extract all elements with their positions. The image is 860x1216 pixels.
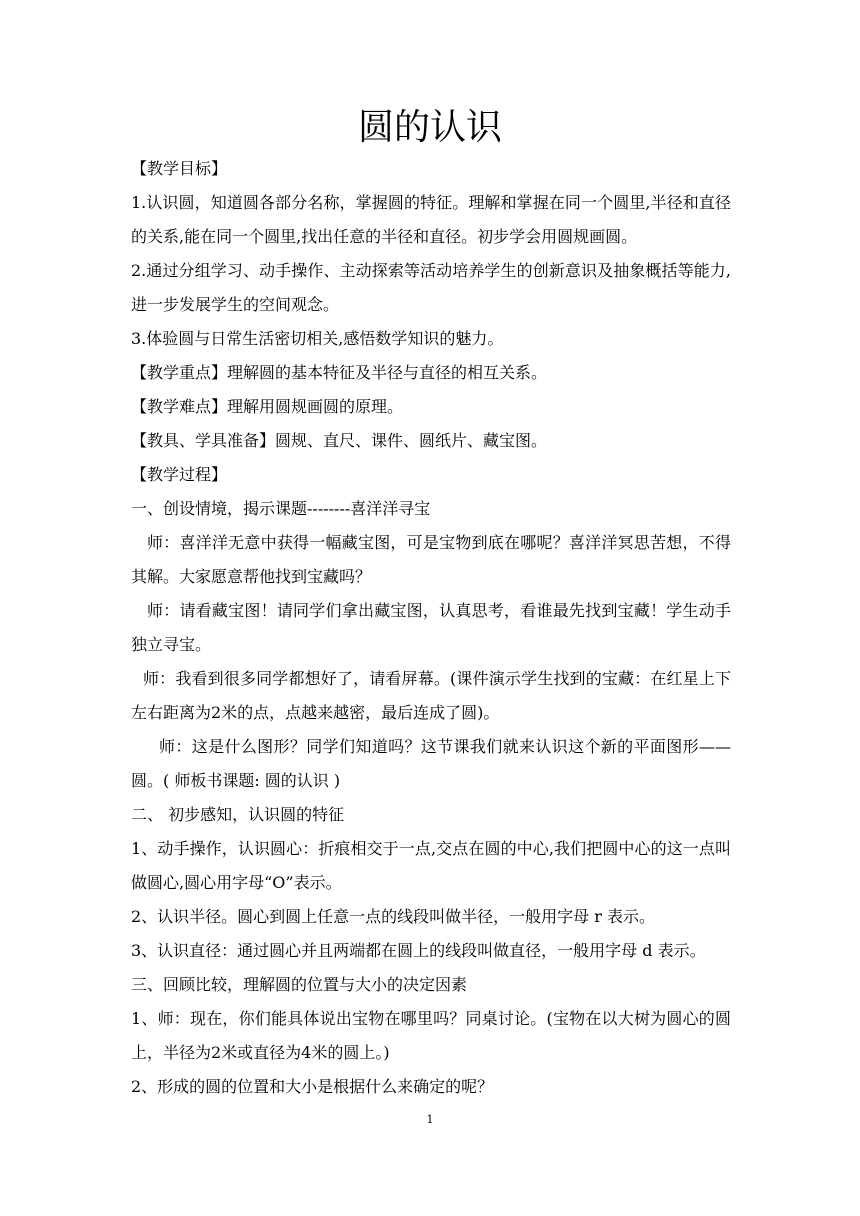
review-item-1: 1、师：现在，你们能具体说出宝物在哪里吗？同桌讨论。(宝物在以大树为圆心的圆上，半径为2米或直径为4米的圆上。)	[131, 1009, 731, 1062]
objective-3: 3.体验圆与日常生活密切相关,感悟数学知识的魅力。	[131, 329, 504, 348]
teacher-paragraph-1: 师：喜洋洋无意中获得一幅藏宝图，可是宝物到底在哪呢？喜洋洋冥思苦想，不得其解。大家愿意帮他找到宝藏吗？	[131, 533, 731, 586]
step-radius: 2、认识半径。圆心到圆上任意一点的线段叫做半径，一般用字母 r 表示。	[131, 907, 656, 926]
step-diameter: 3、认识直径：通过圆心并且两端都在圆上的线段叫做直径，一般用字母 d 表示。	[131, 941, 706, 960]
section-heading-process: 【教学过程】	[131, 465, 228, 484]
objective-2: 2.通过分组学习、动手操作、主动探索等活动培养学生的创新意识及抽象概括等能力,进一步发展学生的空间观念。	[131, 261, 731, 314]
part-three-heading: 三、回顾比较，理解圆的位置与大小的决定因素	[131, 975, 468, 994]
teacher-paragraph-2: 师：请看藏宝图！请同学们拿出藏宝图，认真思考，看谁最先找到宝藏！学生动手独立寻宝。	[131, 601, 731, 654]
step-center: 1、动手操作，认识圆心：折痕相交于一点,交点在圆的中心,我们把圆中心的这一点叫做圆心,圆心用字母“O”表示。	[131, 839, 731, 892]
teacher-paragraph-4: 师：这是什么图形？同学们知道吗？这节课我们就来认识这个新的平面图形——圆。( 师板书课题: 圆的认识 )	[131, 737, 731, 790]
objective-1: 1.认识圆，知道圆各部分名称，掌握圆的特征。理解和掌握在同一个圆里,半径和直径的关系,能在同一个圆里,找出任意的半径和直径。初步学会用圆规画圆。	[131, 193, 731, 246]
document-body	[131, 152, 731, 1104]
page-number: 1	[426, 1113, 434, 1126]
teacher-paragraph-3: 师：我看到很多同学都想好了，请看屏幕。(课件演示学生找到的宝藏：在红星上下左右距离为2米的点，点越来越密，最后连成了圆)。	[131, 669, 731, 722]
document-title: 圆的认识	[357, 107, 502, 148]
review-item-2: 2、形成的圆的位置和大小是根据什么来确定的呢？	[131, 1077, 494, 1096]
part-one-heading: 一、创设情境，揭示课题--------喜洋洋寻宝	[131, 499, 431, 518]
part-two-heading: 二、 初步感知，认识圆的特征	[131, 805, 345, 824]
section-heading-objectives: 【教学目标】	[131, 159, 228, 178]
materials: 【教具、学具准备】圆规、直尺、课件、圆纸片、藏宝图。	[131, 431, 548, 450]
key-point: 【教学重点】理解圆的基本特征及半径与直径的相互关系。	[131, 363, 548, 382]
difficult-point: 【教学难点】理解用圆规画圆的原理。	[131, 397, 404, 416]
